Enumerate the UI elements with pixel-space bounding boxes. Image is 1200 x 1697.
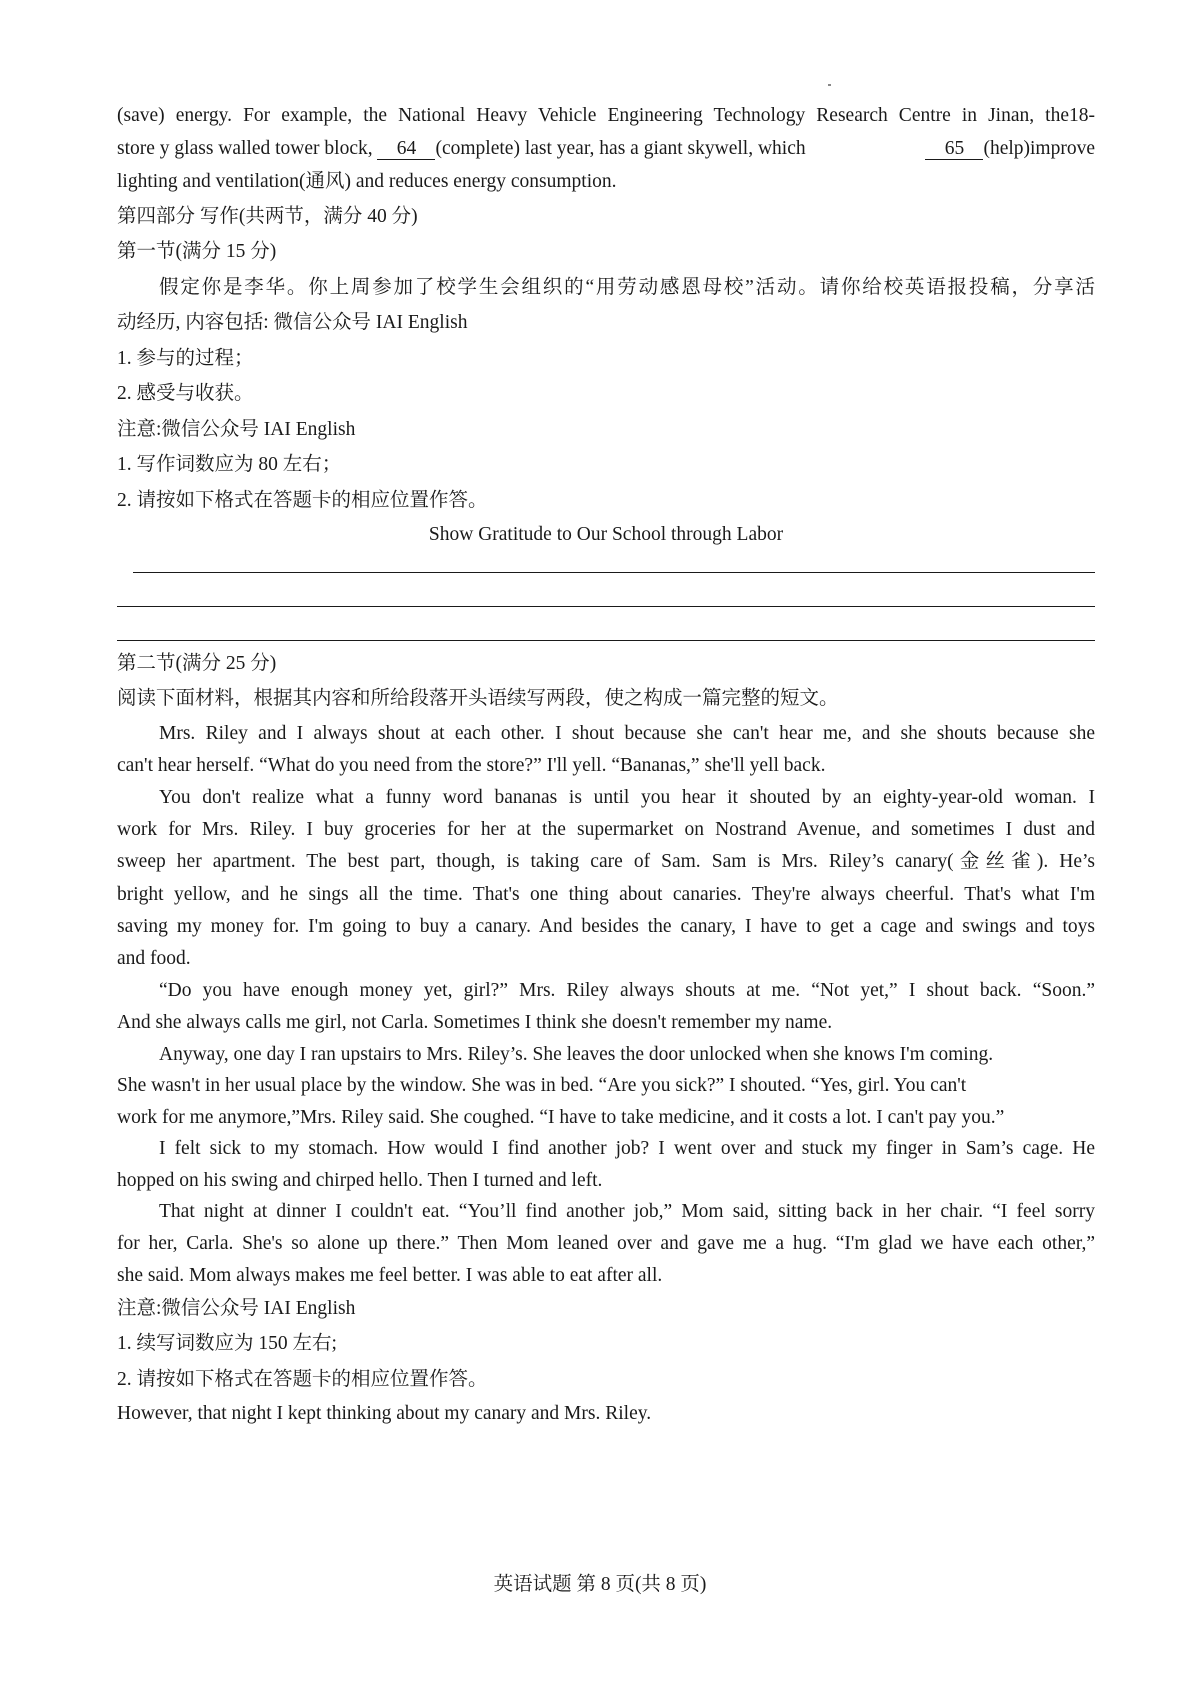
story-line-3: You don't realize what a funny word bananas is until you hear it shouted by an eighty-year-old woman. I (159, 787, 1095, 808)
section1-point-2: 2. 感受与收获。 (117, 383, 254, 404)
story-line-12: She wasn't in her usual place by the window. She was in bed. “Are you sick?” I shouted. “Yes, girl. You can't (117, 1075, 967, 1096)
story-line-8: and food. (117, 948, 191, 969)
answer-line-3 (117, 640, 1095, 641)
passage-line-3: lighting and ventilation(通风) and reduces energy consumption. (117, 171, 617, 192)
story-line-14: I felt sick to my stomach. How would I find another job? I went over and stuck my finger in Sam’s cage. He (159, 1138, 1095, 1159)
section1-point-1: 1. 参与的过程； (117, 348, 254, 369)
story-line-9: “Do you have enough money yet, girl?” Mrs. Riley always shouts at me. “Not yet,” I shout back. “Soon.” (159, 980, 1095, 1001)
answer-line-1 (133, 572, 1095, 573)
passage-line-2-text-b: (complete) last year, has a giant skywell, which (435, 138, 806, 159)
story-line-18: she said. Mom always makes me feel better. I was able to eat after all. (117, 1265, 663, 1286)
story-line-16: That night at dinner I couldn't eat. “You’ll find another job,” Mom said, sitting back in her chair. “I feel sorry (159, 1201, 1095, 1222)
page-footer: 英语试题 第 8 页(共 8 页) (493, 1574, 707, 1595)
section2-instruction: 阅读下面材料，根据其内容和所给段落开头语续写两段，使之构成一篇完整的短文。 (117, 688, 839, 709)
story-line-17: for her, Carla. She's so alone up there.” Then Mom leaned over and gave me a hug. “I'm glad we have each other,” (117, 1233, 1095, 1254)
scan-speck (828, 84, 831, 86)
story-line-13: work for me anymore,”Mrs. Riley said. She coughed. “I have to take medicine, and it costs a lot. I can't pay you.” (117, 1107, 1005, 1128)
section1-prompt-line-1: 假定你是李华。你上周参加了校学生会组织的“用劳动感恩母校”活动。请你给校英语报投稿，分享活 (159, 277, 1095, 298)
story-line-7: saving my money for. I'm going to buy a canary. And besides the canary, I have to get a cage and swings and toys (117, 916, 1095, 937)
section1-rule-1: 1. 写作词数应为 80 左右； (117, 454, 342, 475)
story-line-2: can't hear herself. “What do you need from the store?” I'll yell. “Bananas,” she'll yell back. (117, 755, 826, 776)
section1-notice: 注意:微信公众号 IAI English (117, 419, 356, 440)
story-line-10: And she always calls me girl, not Carla. Sometimes I think she doesn't remember my name. (117, 1012, 833, 1033)
blank-64: 64 (377, 139, 435, 160)
passage-line-2-text-c: (help)improve (983, 138, 1095, 159)
section2-heading: 第二节(满分 25 分) (117, 653, 277, 674)
part4-heading: 第四部分 写作(共两节，满分 40 分) (117, 206, 418, 227)
continuation-start: However, that night I kept thinking about my canary and Mrs. Riley. (117, 1403, 652, 1424)
section1-rule-2: 2. 请按如下格式在答题卡的相应位置作答。 (117, 490, 488, 511)
story-line-15: hopped on his swing and chirped hello. Then I turned and left. (117, 1170, 603, 1191)
section1-heading: 第一节(满分 15 分) (117, 241, 277, 262)
section1-prompt-line-2: 动经历, 内容包括: 微信公众号 IAI English (117, 312, 468, 333)
section2-notice: 注意:微信公众号 IAI English (117, 1298, 356, 1319)
answer-line-2 (117, 606, 1095, 607)
blank-65: 65 (925, 139, 983, 160)
story-line-4: work for Mrs. Riley. I buy groceries for her at the supermarket on Nostrand Avenue, and sometimes I dust and (117, 819, 1095, 840)
story-line-11: Anyway, one day I ran upstairs to Mrs. Riley’s. She leaves the door unlocked when she knows I'm coming. (159, 1044, 994, 1065)
story-line-6: bright yellow, and he sings all the time. That's one thing about canaries. They're always cheerful. That's what I'm (117, 884, 1095, 905)
passage-line-2-text-a: store y glass walled tower block, (117, 138, 378, 159)
section2-rule-2: 2. 请按如下格式在答题卡的相应位置作答。 (117, 1369, 488, 1390)
story-line-5: sweep her apartment. The best part, though, is taking care of Sam. Sam is Mrs. Riley’s canary(金丝雀). He’s (117, 851, 1095, 872)
section2-rule-1: 1. 续写词数应为 150 左右; (117, 1333, 337, 1354)
story-line-1: Mrs. Riley and I always shout at each other. I shout because she can't hear me, and she shouts because she (159, 723, 1095, 744)
passage-line-2 (117, 137, 1095, 161)
essay-title: Show Gratitude to Our School through Labor (428, 524, 784, 545)
passage-line-1: (save) energy. For example, the National Heavy Vehicle Engineering Technology Research Centre in Jinan, the18- (117, 105, 1095, 126)
